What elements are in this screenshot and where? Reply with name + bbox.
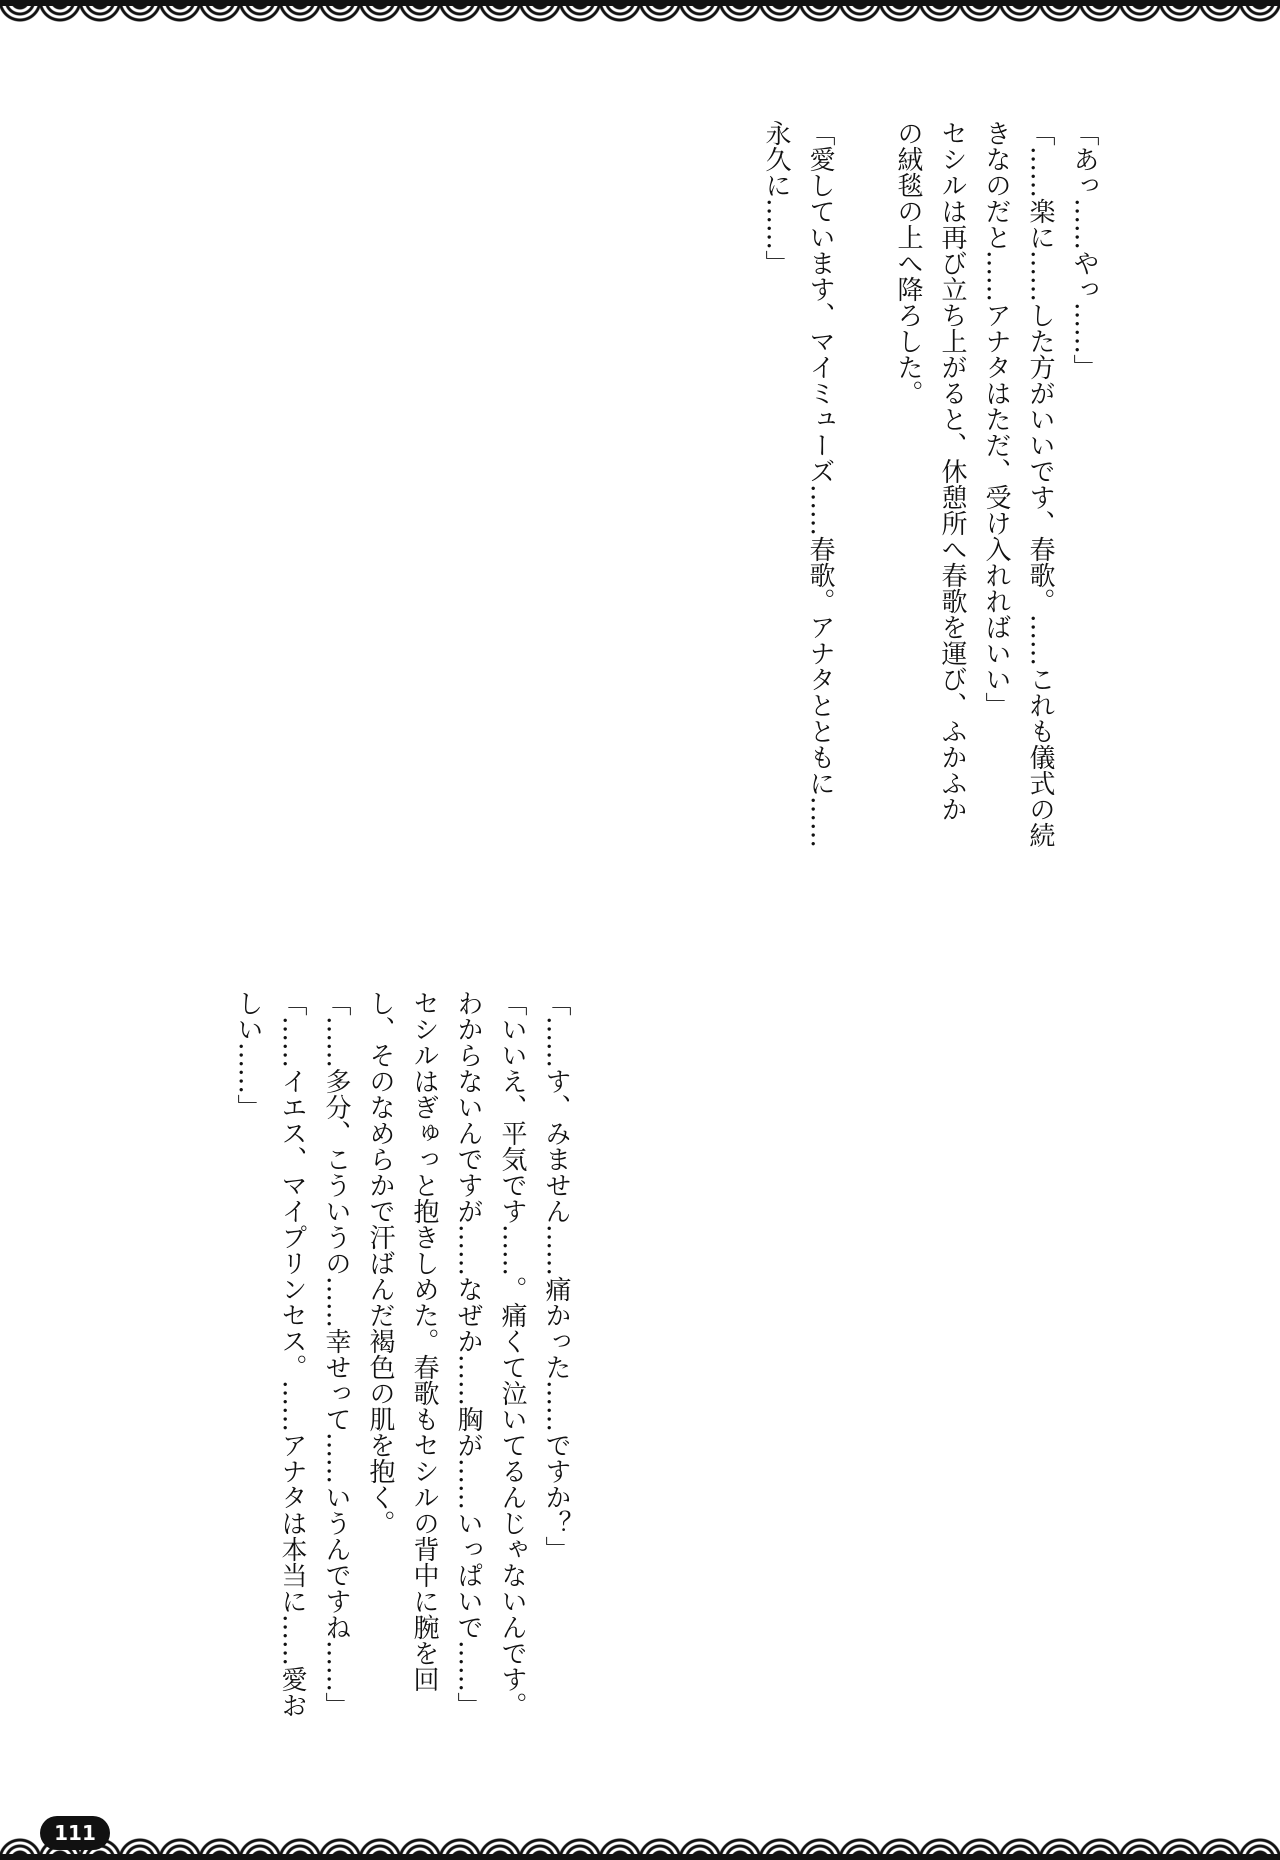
text-line: 「いいえ、平気です……。痛くて泣いてるんじゃないんです。 <box>497 990 527 1718</box>
text-line: しい……」 <box>233 990 263 1120</box>
lower-text-block <box>150 990 1150 1750</box>
text-line: 「……多分、こういうの……幸せって……いうんですね……」 <box>321 990 351 1718</box>
text-line: し、そのなめらかで汗ばんだ褐色の肌を抱く。 <box>365 990 395 1536</box>
text-line <box>534 120 578 870</box>
text-line <box>622 120 666 870</box>
text-line <box>446 120 490 870</box>
text-line <box>358 120 402 870</box>
upper-text-block <box>150 120 1150 870</box>
page-number: 111 <box>40 1816 110 1850</box>
text-line <box>710 990 754 1750</box>
lace-border-bottom <box>0 1810 1280 1860</box>
text-line <box>1018 990 1062 1750</box>
lace-border-top <box>0 0 1280 50</box>
text-line: 「愛しています、マイミューズ……春歌。アナタとともに…… <box>805 120 835 848</box>
text-line <box>622 990 666 1750</box>
text-line: きなのだと……アナタはただ、受け入れればいい」 <box>981 120 1011 718</box>
text-line: わからないんですが……なぜか……胸が……いっぱいで……」 <box>453 990 483 1718</box>
text-line <box>578 990 622 1750</box>
text-line: セシルはぎゅっと抱きしめた。春歌もセシルの背中に腕を回 <box>409 990 439 1692</box>
text-line <box>182 120 226 870</box>
text-line <box>490 120 534 870</box>
text-line: の絨毯の上へ降ろした。 <box>893 120 923 406</box>
text-line <box>666 990 710 1750</box>
text-line <box>974 990 1018 1750</box>
text-line: 「……イエス、マイプリンセス。……アナタは本当に……愛お <box>277 990 307 1718</box>
text-line <box>842 120 886 870</box>
text-line <box>1062 990 1106 1750</box>
text-line <box>226 120 270 870</box>
text-line <box>754 990 798 1750</box>
text-line <box>886 990 930 1750</box>
text-line <box>270 120 314 870</box>
text-line <box>1106 120 1150 870</box>
text-line <box>150 120 182 870</box>
text-line <box>798 990 842 1750</box>
text-line: 「あっ……やっ……」 <box>1069 120 1099 380</box>
text-line <box>1106 990 1150 1750</box>
text-line: 「……楽に……した方がいいです、春歌。……これも儀式の続 <box>1025 120 1055 848</box>
text-line <box>314 120 358 870</box>
text-line <box>842 990 886 1750</box>
text-line <box>578 120 622 870</box>
text-line <box>710 120 754 870</box>
text-line: 永久に……」 <box>761 120 791 276</box>
text-line: セシルは再び立ち上がると、休憩所へ春歌を運び、ふかふか <box>937 120 967 822</box>
text-line <box>666 120 710 870</box>
text-line: 「……す、みません……痛かった……ですか？」 <box>541 990 571 1562</box>
text-line <box>402 120 446 870</box>
text-line <box>930 990 974 1750</box>
